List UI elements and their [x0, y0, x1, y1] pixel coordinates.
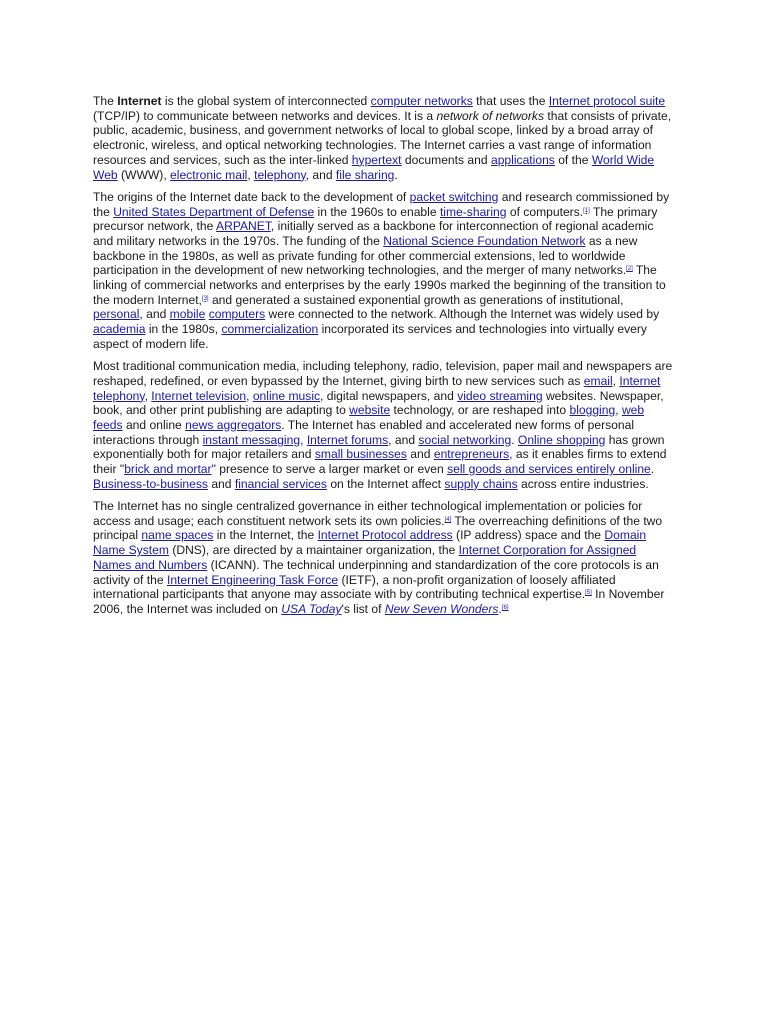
body-text: as a new backbone in the 1980s, as well as private funding for other commercial extensions, led to worldwide participation in the development of new networking technologies, and the merger of many networks. — [93, 233, 638, 278]
body-text: , — [144, 388, 152, 403]
body-text: in the 1980s, — [145, 322, 222, 337]
wiki-link[interactable]: telephony — [254, 167, 306, 182]
wiki-link[interactable]: social networking — [418, 432, 512, 447]
body-text: , and — [305, 167, 336, 182]
citation-link[interactable]: [5] — [585, 590, 592, 597]
body-text: . — [511, 432, 518, 447]
body-text: , — [612, 373, 620, 388]
body-text: , digital newspapers, and — [320, 388, 458, 403]
wiki-link[interactable]: United States Department of Defense — [113, 204, 315, 219]
body-text: (IETF), a non-profit organization of loosely affiliated international participants that anyone may associate with by contributing technical expertise. — [93, 572, 616, 602]
paragraph-2 — [93, 190, 675, 352]
wiki-link[interactable]: online music — [252, 388, 321, 403]
body-text: The primary precursor network, the — [93, 204, 658, 234]
wiki-link[interactable]: supply chains — [444, 476, 518, 491]
wiki-link[interactable]: Internet television — [151, 388, 247, 403]
wiki-link[interactable]: sell goods and services entirely online — [447, 462, 651, 477]
wiki-link[interactable]: Internet protocol suite — [548, 94, 666, 108]
body-text: (IP address) space and the — [452, 528, 605, 543]
body-text: . The Internet has enabled and accelerated new forms of personal interactions through — [93, 417, 635, 447]
body-text: , — [246, 388, 253, 403]
body-text: were connected to the network. Although the Internet was widely used by — [265, 307, 660, 322]
wiki-link[interactable]: video streaming — [457, 388, 543, 403]
wiki-link[interactable]: Business-to-business — [93, 476, 208, 491]
wiki-link[interactable]: computer networks — [370, 94, 473, 108]
wiki-link[interactable]: commercialization — [221, 322, 319, 337]
wiki-link[interactable]: electronic mail — [170, 167, 248, 182]
wiki-link[interactable]: Internet Corporation for Assigned Names and Numbers — [93, 543, 637, 572]
body-text: In November 2006, the Internet was included on — [93, 587, 665, 616]
body-text: 's list of — [341, 601, 385, 616]
citation-link[interactable]: [6] — [501, 604, 509, 611]
wiki-link[interactable]: personal — [93, 307, 140, 322]
wiki-link[interactable]: mobile — [169, 307, 206, 322]
body-text: websites. Newspaper, book, and other print publishing are adapting to — [93, 388, 664, 418]
wiki-link[interactable]: Internet forums — [306, 432, 389, 447]
wiki-link[interactable]: financial services — [234, 476, 327, 491]
body-text: in the 1960s to enable — [314, 204, 440, 219]
wiki-link[interactable]: ARPANET — [216, 219, 271, 234]
body-text: that uses the — [472, 94, 549, 108]
body-text: in the Internet, the — [213, 528, 318, 543]
citation-ref[interactable] — [202, 296, 209, 302]
body-text: and — [207, 476, 235, 491]
body-text: of computers. — [506, 204, 584, 219]
wiki-link[interactable]: Online shopping — [517, 432, 606, 447]
paragraph-4 — [93, 499, 675, 617]
wiki-link[interactable]: Internet Engineering Task Force — [166, 572, 339, 587]
wiki-link[interactable]: USA Today — [281, 601, 342, 616]
body-text: Most traditional communication media, including telephony, radio, television, paper mail and newspapers are reshaped, redefined, or even bypassed by the Internet, giving birth to new services such as — [93, 359, 673, 388]
body-text: that consists of private, public, academic, business, and government networks of local to global scope, linked by a broad array of electronic, wireless, and optical networking technologies. The Internet carries a vast range of information resources and services, such as the inter-linked — [93, 108, 672, 167]
body-text: is the global system of interconnected — [161, 94, 371, 108]
bold-term: Internet — [117, 94, 162, 108]
body-text: and research commissioned by the — [93, 189, 670, 219]
wiki-link[interactable]: name spaces — [141, 528, 214, 543]
wiki-link[interactable]: file sharing — [335, 167, 395, 182]
body-text: incorporated its services and technologies into virtually every aspect of modern life. — [93, 322, 647, 351]
wiki-link[interactable]: brick and mortar — [124, 462, 212, 477]
wiki-link[interactable]: hypertext — [351, 152, 402, 167]
citation-link[interactable]: [1] — [583, 207, 590, 214]
wiki-link[interactable]: academia — [93, 322, 146, 337]
article-body — [93, 94, 675, 624]
wiki-link[interactable]: New Seven Wonders — [384, 601, 499, 616]
body-text: . — [394, 167, 398, 182]
body-text: , initially served as a backbone for interconnection of regional academic and military networks in the 1970s. The funding of the — [93, 219, 654, 248]
wiki-link[interactable]: entrepreneurs — [433, 447, 510, 462]
wiki-link[interactable]: National Science Foundation Network — [383, 233, 586, 248]
body-text: , — [300, 432, 307, 447]
body-text: The — [93, 94, 118, 108]
wiki-link[interactable]: blogging — [569, 403, 616, 418]
body-text: " presence to serve a larger market or even — [211, 462, 448, 477]
body-text: , — [247, 167, 255, 182]
body-text: on the Internet affect — [326, 476, 445, 491]
body-text: and — [406, 447, 434, 462]
body-text: The Internet has no single centralized governance in either technological implementation or policies for access and usage; each constituent network sets its own policies. — [93, 499, 643, 528]
body-text: . — [498, 601, 502, 616]
body-text: , as it enables firms to extend their " — [93, 447, 667, 477]
wiki-link[interactable]: small businesses — [314, 447, 407, 462]
wiki-link[interactable]: applications — [490, 152, 555, 167]
body-text: technology, or are reshaped into — [390, 403, 570, 418]
wiki-link[interactable]: packet switching — [409, 189, 499, 204]
body-text: documents and — [401, 152, 491, 167]
body-text: , — [615, 403, 622, 418]
wiki-link[interactable]: web feeds — [93, 403, 645, 432]
paragraph-1 — [93, 94, 675, 182]
wiki-link[interactable]: email — [583, 373, 613, 388]
body-text: (DNS), are directed by a maintainer organization, the — [168, 543, 459, 558]
body-text: (ICANN). The technical underpinning and standardization of the core protocols is an activity of the — [93, 557, 659, 587]
body-text: The overreaching definitions of the two principal — [93, 513, 663, 543]
wiki-link[interactable]: website — [349, 403, 391, 418]
citation-ref[interactable] — [502, 605, 509, 611]
wiki-link[interactable]: computers — [208, 307, 266, 322]
paragraph-3 — [93, 359, 675, 491]
citation-link[interactable]: [4] — [444, 516, 452, 523]
wiki-link[interactable]: Internet telephony — [93, 373, 661, 403]
body-text: , and — [139, 307, 170, 322]
citation-ref[interactable] — [583, 208, 590, 214]
wiki-link[interactable]: news aggregators — [185, 417, 282, 432]
wiki-link[interactable]: Domain Name System — [93, 528, 647, 558]
body-text: of the — [554, 152, 592, 167]
body-text: and generated a sustained exponential growth as generations of institutional, — [208, 292, 624, 307]
citation-link[interactable]: [3] — [201, 295, 209, 302]
body-text: . — [650, 462, 655, 477]
body-text: , and — [388, 432, 419, 447]
citation-link[interactable]: [2] — [626, 266, 633, 273]
citation-ref[interactable] — [585, 590, 592, 596]
wiki-link[interactable]: time-sharing — [439, 204, 507, 219]
citation-ref[interactable] — [626, 266, 633, 272]
body-text: The origins of the Internet date back to the development of — [93, 189, 410, 204]
body-text: has grown exponentially both for major retailers and — [93, 432, 665, 462]
body-text: and online — [122, 417, 186, 432]
body-text: The linking of commercial networks and enterprises by the early 1990s marked the beginning of the transition to the modern Internet, — [93, 263, 666, 307]
wiki-link[interactable]: instant messaging — [202, 432, 301, 447]
body-text: (WWW), — [117, 167, 171, 182]
body-text: (TCP/IP) to communicate between networks and devices. It is a — [93, 108, 437, 123]
wiki-link[interactable]: World Wide Web — [93, 152, 655, 182]
wiki-link[interactable]: Internet Protocol address — [317, 528, 453, 543]
italic-text: network of networks — [436, 108, 545, 123]
body-text: across entire industries. — [517, 476, 649, 491]
